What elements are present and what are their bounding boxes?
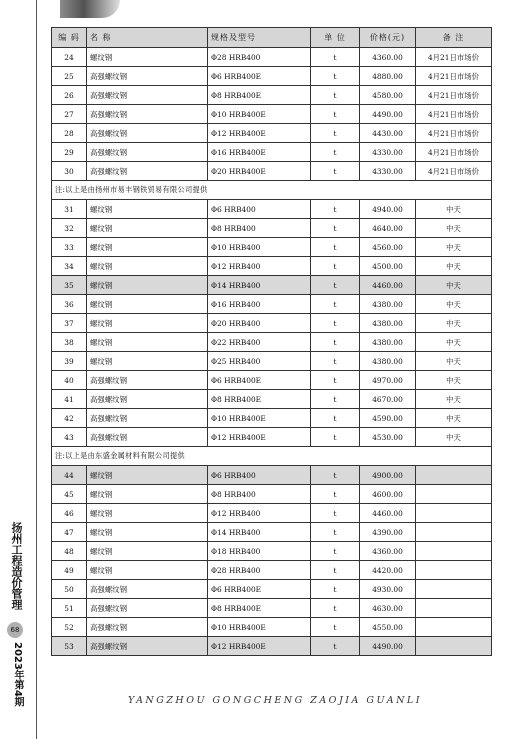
- cell-code: 49: [52, 561, 87, 580]
- cell-price: 4360.00: [360, 48, 416, 67]
- cell-note: 中天: [416, 333, 492, 352]
- table-row: [52, 295, 492, 314]
- cell-unit: t: [311, 295, 360, 314]
- cell-code: 31: [52, 200, 87, 219]
- cell-note: 中天: [416, 295, 492, 314]
- cell-note: 中天: [416, 276, 492, 295]
- table-row: [52, 352, 492, 371]
- cell-name: 螺纹钢: [87, 504, 208, 523]
- cell-spec: Φ10 HRB400E: [208, 105, 311, 124]
- table-row: [52, 485, 492, 504]
- cell-note: 中天: [416, 352, 492, 371]
- cell-code: 37: [52, 314, 87, 333]
- cell-price: 4380.00: [360, 295, 416, 314]
- cell-price: 4330.00: [360, 162, 416, 181]
- supplier-note: 注:以上是由东盛金属材料有限公司提供: [52, 447, 492, 466]
- cell-price: 4490.00: [360, 637, 416, 656]
- cell-price: 4930.00: [360, 580, 416, 599]
- cell-unit: t: [311, 542, 360, 561]
- decorative-brush-stroke: [60, 0, 120, 18]
- table-row: [52, 618, 492, 637]
- cell-name: 高强螺纹钢: [87, 67, 208, 86]
- cell-name: 螺纹钢: [87, 219, 208, 238]
- footer-pinyin-title: YANGZHOU GONGCHENG ZAOJIA GUANLI: [128, 695, 422, 706]
- cell-name: 螺纹钢: [87, 485, 208, 504]
- cell-note: 中天: [416, 428, 492, 447]
- cell-code: 25: [52, 67, 87, 86]
- cell-spec: Φ8 HRB400E: [208, 86, 311, 105]
- cell-spec: Φ20 HRB400E: [208, 162, 311, 181]
- table-row: [52, 504, 492, 523]
- header-spec: 规格及型号: [208, 28, 311, 48]
- cell-note: 中天: [416, 409, 492, 428]
- cell-code: 35: [52, 276, 87, 295]
- cell-note: 4月21日市场价: [416, 162, 492, 181]
- cell-note: [416, 637, 492, 656]
- cell-spec: Φ12 HRB400E: [208, 637, 311, 656]
- cell-code: 53: [52, 637, 87, 656]
- cell-name: 高强螺纹钢: [87, 618, 208, 637]
- table-header-row: [52, 28, 492, 48]
- cell-note: 中天: [416, 390, 492, 409]
- cell-code: 39: [52, 352, 87, 371]
- cell-unit: t: [311, 637, 360, 656]
- cell-spec: Φ6 HRB400E: [208, 580, 311, 599]
- cell-price: 4530.00: [360, 428, 416, 447]
- cell-code: 43: [52, 428, 87, 447]
- cell-unit: t: [311, 276, 360, 295]
- cell-price: 4940.00: [360, 200, 416, 219]
- cell-name: 高强螺纹钢: [87, 637, 208, 656]
- cell-spec: Φ8 HRB400E: [208, 390, 311, 409]
- cell-unit: t: [311, 162, 360, 181]
- cell-unit: t: [311, 105, 360, 124]
- cell-price: 4630.00: [360, 599, 416, 618]
- cell-spec: Φ14 HRB400: [208, 523, 311, 542]
- cell-price: 4360.00: [360, 542, 416, 561]
- supplier-note-row: [52, 447, 492, 466]
- cell-spec: Φ10 HRB400E: [208, 409, 311, 428]
- cell-unit: t: [311, 67, 360, 86]
- cell-spec: Φ6 HRB400E: [208, 67, 311, 86]
- cell-spec: Φ12 HRB400: [208, 504, 311, 523]
- table-row: [52, 409, 492, 428]
- cell-code: 30: [52, 162, 87, 181]
- cell-name: 螺纹钢: [87, 466, 208, 485]
- cell-spec: Φ10 HRB400: [208, 238, 311, 257]
- cell-code: 33: [52, 238, 87, 257]
- cell-note: 4月21日市场价: [416, 48, 492, 67]
- cell-note: [416, 618, 492, 637]
- cell-name: 螺纹钢: [87, 276, 208, 295]
- cell-name: 高强螺纹钢: [87, 162, 208, 181]
- cell-price: 4430.00: [360, 124, 416, 143]
- cell-note: 4月21日市场价: [416, 86, 492, 105]
- cell-code: 48: [52, 542, 87, 561]
- cell-name: 螺纹钢: [87, 333, 208, 352]
- cell-price: 4500.00: [360, 257, 416, 276]
- table-row: [52, 390, 492, 409]
- cell-unit: t: [311, 352, 360, 371]
- table-row: [52, 466, 492, 485]
- cell-note: [416, 466, 492, 485]
- cell-note: 中天: [416, 371, 492, 390]
- cell-code: 32: [52, 219, 87, 238]
- table-row: [52, 599, 492, 618]
- cell-spec: Φ25 HRB400: [208, 352, 311, 371]
- table-row: [52, 67, 492, 86]
- cell-note: 中天: [416, 238, 492, 257]
- cell-unit: t: [311, 238, 360, 257]
- cell-price: 4330.00: [360, 143, 416, 162]
- cell-code: 28: [52, 124, 87, 143]
- cell-note: 中天: [416, 200, 492, 219]
- cell-code: 38: [52, 333, 87, 352]
- cell-price: 4390.00: [360, 523, 416, 542]
- cell-code: 47: [52, 523, 87, 542]
- cell-spec: Φ8 HRB400E: [208, 599, 311, 618]
- cell-code: 40: [52, 371, 87, 390]
- cell-code: 42: [52, 409, 87, 428]
- page-number-badge: 68: [7, 622, 23, 638]
- supplier-note: 注:以上是由扬州市易丰钢铁贸易有限公司提供: [52, 181, 492, 200]
- header-price: 价格(元): [360, 28, 416, 48]
- cell-name: 螺纹钢: [87, 257, 208, 276]
- cell-spec: Φ16 HRB400E: [208, 143, 311, 162]
- table-row: [52, 276, 492, 295]
- cell-unit: t: [311, 523, 360, 542]
- table-row: [52, 428, 492, 447]
- cell-name: 螺纹钢: [87, 238, 208, 257]
- cell-spec: Φ10 HRB400E: [208, 618, 311, 637]
- cell-code: 34: [52, 257, 87, 276]
- cell-name: 高强螺纹钢: [87, 599, 208, 618]
- cell-unit: t: [311, 257, 360, 276]
- cell-name: 高强螺纹钢: [87, 409, 208, 428]
- cell-spec: Φ28 HRB400: [208, 48, 311, 67]
- cell-unit: t: [311, 466, 360, 485]
- cell-spec: Φ12 HRB400E: [208, 428, 311, 447]
- table-row: [52, 143, 492, 162]
- cell-name: 高强螺纹钢: [87, 124, 208, 143]
- table-row: [52, 162, 492, 181]
- cell-name: 螺纹钢: [87, 48, 208, 67]
- cell-unit: t: [311, 219, 360, 238]
- table-body: [52, 48, 492, 656]
- table-row: [52, 200, 492, 219]
- steel-price-table: [51, 27, 492, 656]
- cell-code: 24: [52, 48, 87, 67]
- cell-unit: t: [311, 561, 360, 580]
- cell-price: 4640.00: [360, 219, 416, 238]
- cell-code: 44: [52, 466, 87, 485]
- cell-note: 4月21日市场价: [416, 67, 492, 86]
- cell-name: 螺纹钢: [87, 542, 208, 561]
- cell-code: 26: [52, 86, 87, 105]
- cell-price: 4600.00: [360, 485, 416, 504]
- header-note: 备 注: [416, 28, 492, 48]
- table-row: [52, 48, 492, 67]
- table-row: [52, 561, 492, 580]
- cell-note: [416, 580, 492, 599]
- cell-spec: Φ20 HRB400: [208, 314, 311, 333]
- cell-note: 4月21日市场价: [416, 143, 492, 162]
- cell-price: 4670.00: [360, 390, 416, 409]
- cell-name: 高强螺纹钢: [87, 428, 208, 447]
- cell-code: 27: [52, 105, 87, 124]
- cell-unit: t: [311, 333, 360, 352]
- cell-spec: Φ12 HRB400E: [208, 124, 311, 143]
- cell-spec: Φ18 HRB400: [208, 542, 311, 561]
- table-row: [52, 637, 492, 656]
- cell-price: 4460.00: [360, 504, 416, 523]
- cell-name: 螺纹钢: [87, 200, 208, 219]
- cell-code: 51: [52, 599, 87, 618]
- cell-price: 4880.00: [360, 67, 416, 86]
- table-row: [52, 219, 492, 238]
- cell-spec: Φ28 HRB400: [208, 561, 311, 580]
- table-row: [52, 86, 492, 105]
- cell-name: 高强螺纹钢: [87, 105, 208, 124]
- cell-unit: t: [311, 371, 360, 390]
- cell-spec: Φ14 HRB400: [208, 276, 311, 295]
- cell-price: 4900.00: [360, 466, 416, 485]
- table-row: [52, 523, 492, 542]
- table-row: [52, 580, 492, 599]
- cell-spec: Φ6 HRB400E: [208, 371, 311, 390]
- table-row: [52, 333, 492, 352]
- cell-unit: t: [311, 485, 360, 504]
- cell-name: 螺纹钢: [87, 523, 208, 542]
- table-row: [52, 371, 492, 390]
- header-code: 编 码: [52, 28, 87, 48]
- cell-spec: Φ8 HRB400: [208, 219, 311, 238]
- table-row: [52, 314, 492, 333]
- cell-spec: Φ22 HRB400: [208, 333, 311, 352]
- cell-spec: Φ16 HRB400: [208, 295, 311, 314]
- cell-name: 高强螺纹钢: [87, 86, 208, 105]
- cell-spec: Φ6 HRB400: [208, 200, 311, 219]
- cell-spec: Φ12 HRB400: [208, 257, 311, 276]
- cell-price: 4590.00: [360, 409, 416, 428]
- cell-code: 50: [52, 580, 87, 599]
- issue-label: 2023年第4期: [12, 642, 23, 707]
- cell-code: 52: [52, 618, 87, 637]
- cell-price: 4420.00: [360, 561, 416, 580]
- cell-name: 高强螺纹钢: [87, 390, 208, 409]
- cell-code: 29: [52, 143, 87, 162]
- supplier-note-row: [52, 181, 492, 200]
- cell-note: 中天: [416, 314, 492, 333]
- table-row: [52, 105, 492, 124]
- cell-note: 中天: [416, 257, 492, 276]
- cell-note: [416, 523, 492, 542]
- cell-unit: t: [311, 409, 360, 428]
- cell-unit: t: [311, 504, 360, 523]
- cell-note: [416, 485, 492, 504]
- table-row: [52, 257, 492, 276]
- cell-unit: t: [311, 428, 360, 447]
- cell-price: 4460.00: [360, 276, 416, 295]
- cell-code: 45: [52, 485, 87, 504]
- cell-name: 高强螺纹钢: [87, 580, 208, 599]
- cell-code: 36: [52, 295, 87, 314]
- cell-name: 螺纹钢: [87, 561, 208, 580]
- binding-line: [36, 0, 37, 739]
- cell-unit: t: [311, 580, 360, 599]
- cell-price: 4380.00: [360, 314, 416, 333]
- cell-unit: t: [311, 200, 360, 219]
- cell-note: 中天: [416, 219, 492, 238]
- cell-unit: t: [311, 599, 360, 618]
- header-unit: 单 位: [311, 28, 360, 48]
- cell-note: [416, 561, 492, 580]
- cell-name: 螺纹钢: [87, 295, 208, 314]
- cell-price: 4550.00: [360, 618, 416, 637]
- cell-note: 4月21日市场价: [416, 124, 492, 143]
- cell-price: 4970.00: [360, 371, 416, 390]
- cell-code: 46: [52, 504, 87, 523]
- cell-name: 高强螺纹钢: [87, 371, 208, 390]
- cell-unit: t: [311, 390, 360, 409]
- cell-note: 4月21日市场价: [416, 105, 492, 124]
- magazine-title: 扬州工程造价管理: [10, 522, 23, 610]
- cell-unit: t: [311, 124, 360, 143]
- cell-note: [416, 599, 492, 618]
- cell-name: 高强螺纹钢: [87, 143, 208, 162]
- cell-price: 4580.00: [360, 86, 416, 105]
- cell-price: 4490.00: [360, 105, 416, 124]
- cell-spec: Φ8 HRB400: [208, 485, 311, 504]
- cell-name: 螺纹钢: [87, 314, 208, 333]
- cell-unit: t: [311, 48, 360, 67]
- header-name: 名 称: [87, 28, 208, 48]
- table-row: [52, 124, 492, 143]
- cell-unit: t: [311, 143, 360, 162]
- cell-unit: t: [311, 314, 360, 333]
- cell-price: 4560.00: [360, 238, 416, 257]
- cell-unit: t: [311, 86, 360, 105]
- table-row: [52, 542, 492, 561]
- cell-name: 螺纹钢: [87, 352, 208, 371]
- cell-note: [416, 504, 492, 523]
- cell-price: 4380.00: [360, 333, 416, 352]
- cell-note: [416, 542, 492, 561]
- table-row: [52, 238, 492, 257]
- cell-price: 4380.00: [360, 352, 416, 371]
- cell-unit: t: [311, 618, 360, 637]
- cell-spec: Φ6 HRB400: [208, 466, 311, 485]
- cell-code: 41: [52, 390, 87, 409]
